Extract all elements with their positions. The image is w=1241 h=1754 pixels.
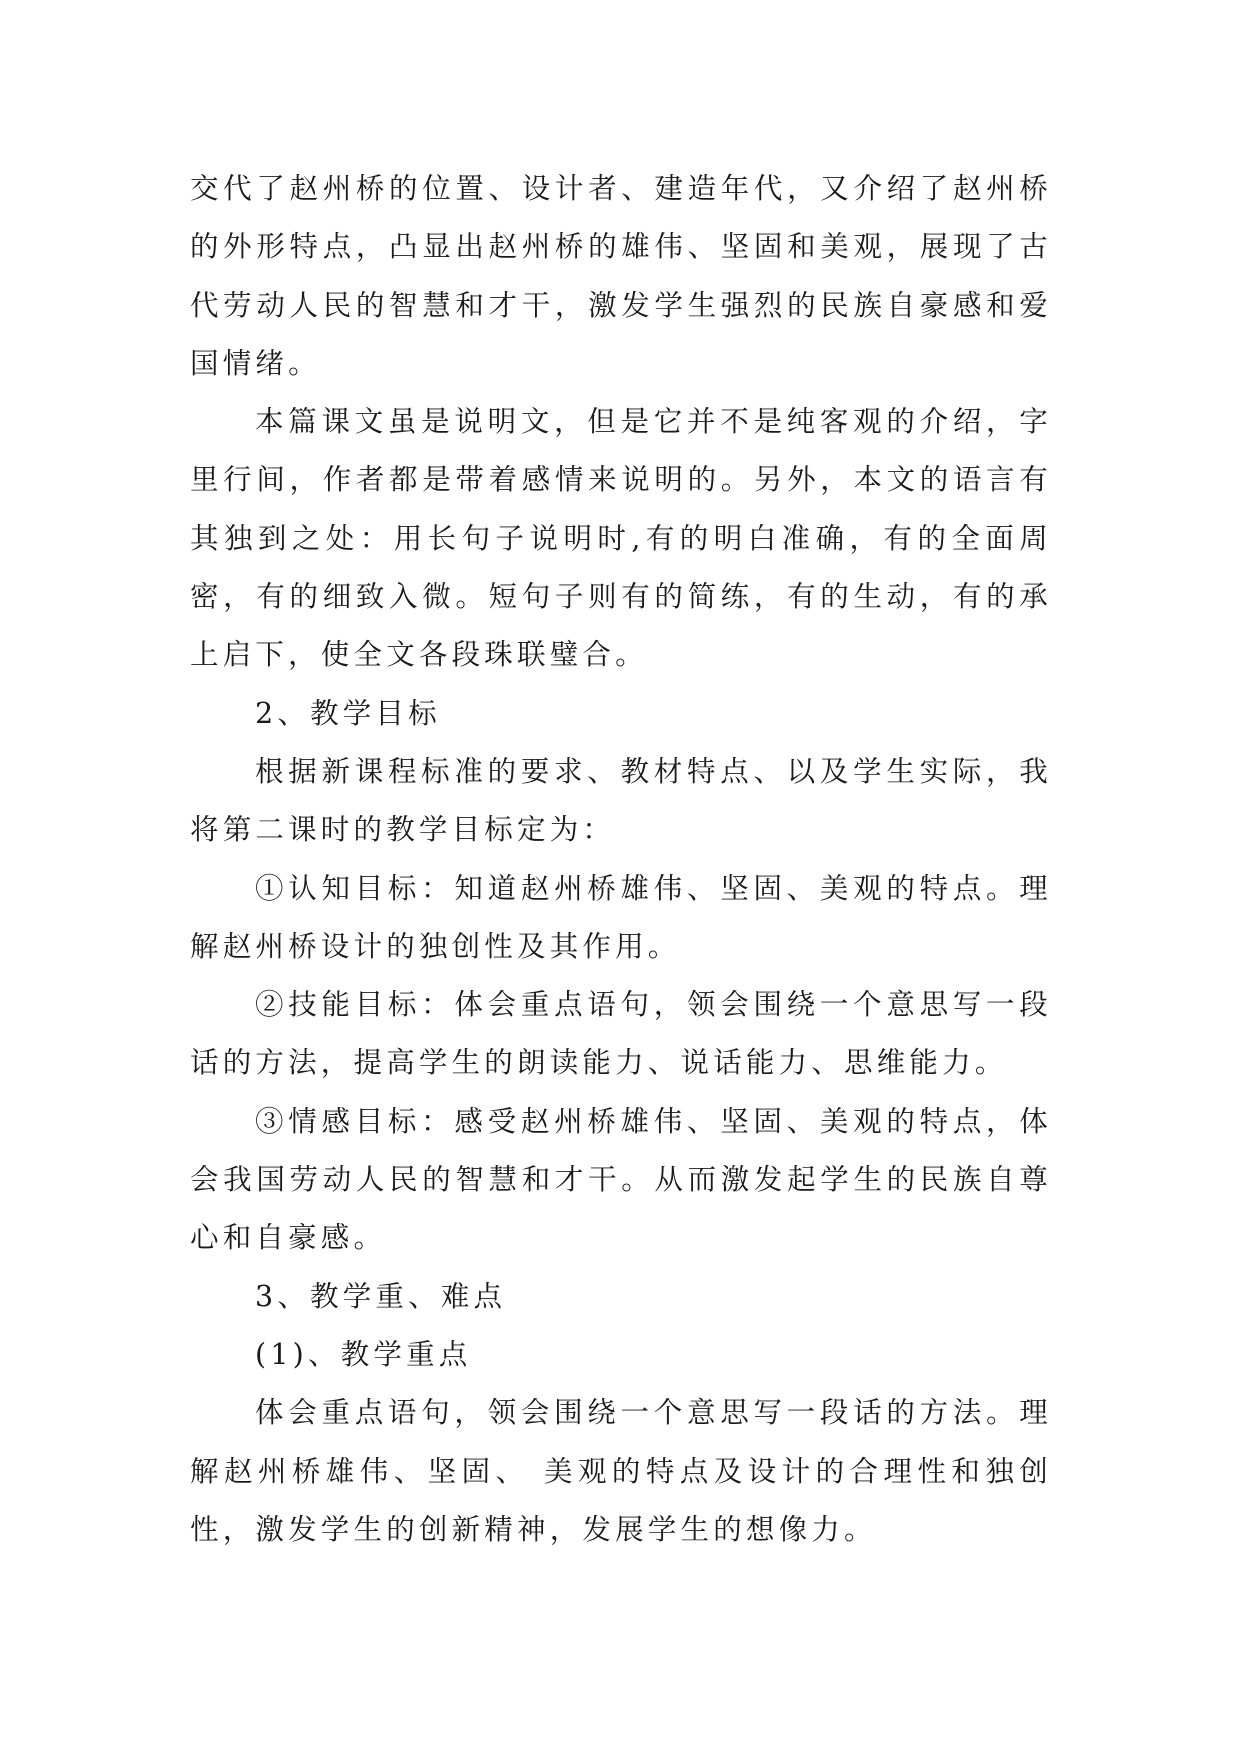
subheading-key-points: (1)、教学重点 (255, 1337, 472, 1371)
heading-teaching-goals: 2、教学目标 (255, 696, 441, 730)
document-page (190, 160, 1052, 1559)
paragraph-goals-intro: 根据新课程标准的要求、教材特点、以及学生实际，我将第二课时的教学目标定为： (190, 754, 1052, 847)
paragraph-text-features: 本篇课文虽是说明文，但是它并不是纯客观的介绍，字里行间，作者都是带着感情来说明的。另外，本文的语言有其独到之处：用长句子说明时,有的明白准确，有的全面周密，有的细致入微。短句子则有的简练，有的生动，有的承上启下，使全文各段珠联璧合。 (190, 405, 1052, 672)
paragraph-intro-continuation: 交代了赵州桥的位置、设计者、建造年代，又介绍了赵州桥的外形特点，凸显出赵州桥的雄伟、坚固和美观，展现了古代劳动人民的智慧和才干，激发学生强烈的民族自豪感和爱国情绪。 (190, 172, 1052, 380)
paragraph-cognitive-goal: ①认知目标：知道赵州桥雄伟、坚固、美观的特点。理解赵州桥设计的独创性及其作用。 (190, 871, 1052, 963)
heading-key-difficult-points: 3、教学重、难点 (255, 1279, 507, 1313)
paragraph-skill-goal: ②技能目标：体会重点语句，领会围绕一个意思写一段话的方法，提高学生的朗读能力、说话能力、思维能力。 (190, 988, 1052, 1080)
paragraph-key-points: 体会重点语句，领会围绕一个意思写一段话的方法。理解赵州桥雄伟、坚固、 美观的特点及设计的合理性和独创性，激发学生的创新精神，发展学生的想像力。 (190, 1396, 1052, 1546)
paragraph-emotional-goal: ③情感目标：感受赵州桥雄伟、坚固、美观的特点，体会我国劳动人民的智慧和才干。从而激发起学生的民族自尊心和自豪感。 (190, 1104, 1052, 1255)
